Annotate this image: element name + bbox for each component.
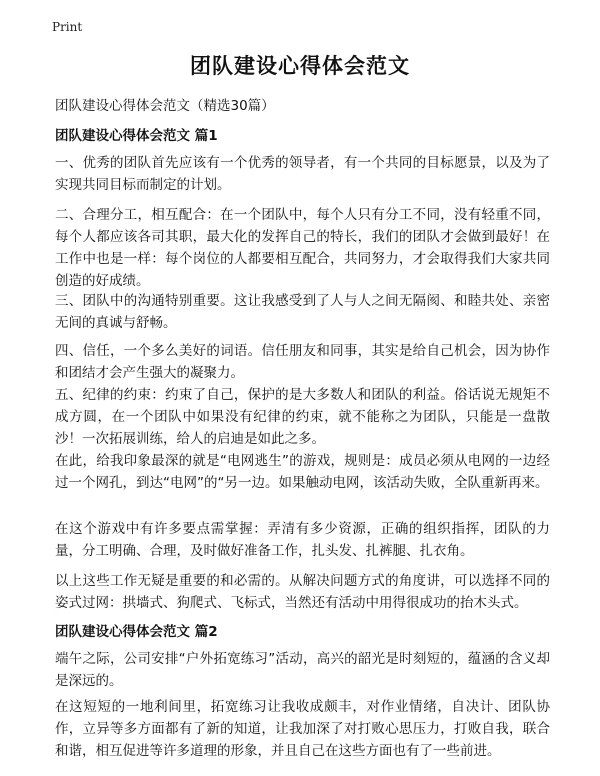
paragraph: 四、信任，一个多么美好的词语。信任朋友和同事，其实是给自己机会，因为协作和团结才会产生强大的凝聚力。: [55, 343, 550, 381]
print-link[interactable]: Print: [52, 20, 83, 34]
paragraph: 三、团队中的沟通特别重要。这让我感受到了人与人之间无隔阂、和睦共处、亲密无间的真诚与舒畅。: [55, 293, 550, 331]
paragraph: 二、合理分工，相互配合：在一个团队中，每个人只有分工不同，没有轻重不同，每个人都应该各司其职，最大化的发挥自己的特长，我们的团队才会做到最好！在工作中也是一样：每个岗位的人都要相互配合，共同努力，才会取得我们大家共同创造的好成绩。: [55, 207, 550, 289]
paragraph: 五、纪律的约束：约束了自己，保护的是大多数人和团队的利益。俗话说无规矩不成方圆，在一个团队中如果没有纪律的约束，就不能称之为团队，只能是一盘散沙！一次拓展训练，给人的启迪是如此之多。: [55, 387, 550, 447]
paragraph: 在这个游戏中有许多要点需掌握：弄清有多少资源，正确的组织指挥，团队的力量，分工明确、合理，及时做好准备工作，扎头发、扎裤腿、扎衣角。: [55, 521, 550, 559]
page-title: 团队建设心得体会范文: [190, 54, 410, 78]
paragraph: 在这短短的一地利间里，拓宽练习让我收成颇丰，对作业情绪，自决计、团队协作，立异等多方面都有了新的知道，让我加深了对打败心思压力，打败自我，联合和谐，相互促进等许多道理的形象，并且自己在这些方面也有了一些前进。: [55, 699, 550, 759]
paragraph: 以上这些工作无疑是重要的和必需的。从解决问题方式的角度讲，可以选择不同的姿式过网：拱墙式、狗爬式、飞标式，当然还有活动中用得很成功的抬木头式。: [55, 573, 550, 611]
subtitle: 团队建设心得体会范文（精选30篇）: [55, 98, 275, 114]
paragraph: 端午之际，公司安排“户外拓宽练习”活动，高兴的韶光是时刻短的，蕴涵的含义却是深远的。: [55, 651, 550, 689]
paragraph: 在此，给我印象最深的就是“电网逃生”的游戏，规则是：成员必须从电网的一边经过一个网孔，到达“电网”的“另一边。如果触动电网，该活动失败，全队重新再来。: [55, 453, 550, 491]
section-heading: 团队建设心得体会范文 篇1: [55, 128, 218, 144]
section-heading: 团队建设心得体会范文 篇2: [55, 624, 218, 640]
paragraph: 一、优秀的团队首先应该有一个优秀的领导者，有一个共同的目标愿景，以及为了实现共同目标而制定的计划。: [55, 155, 550, 193]
